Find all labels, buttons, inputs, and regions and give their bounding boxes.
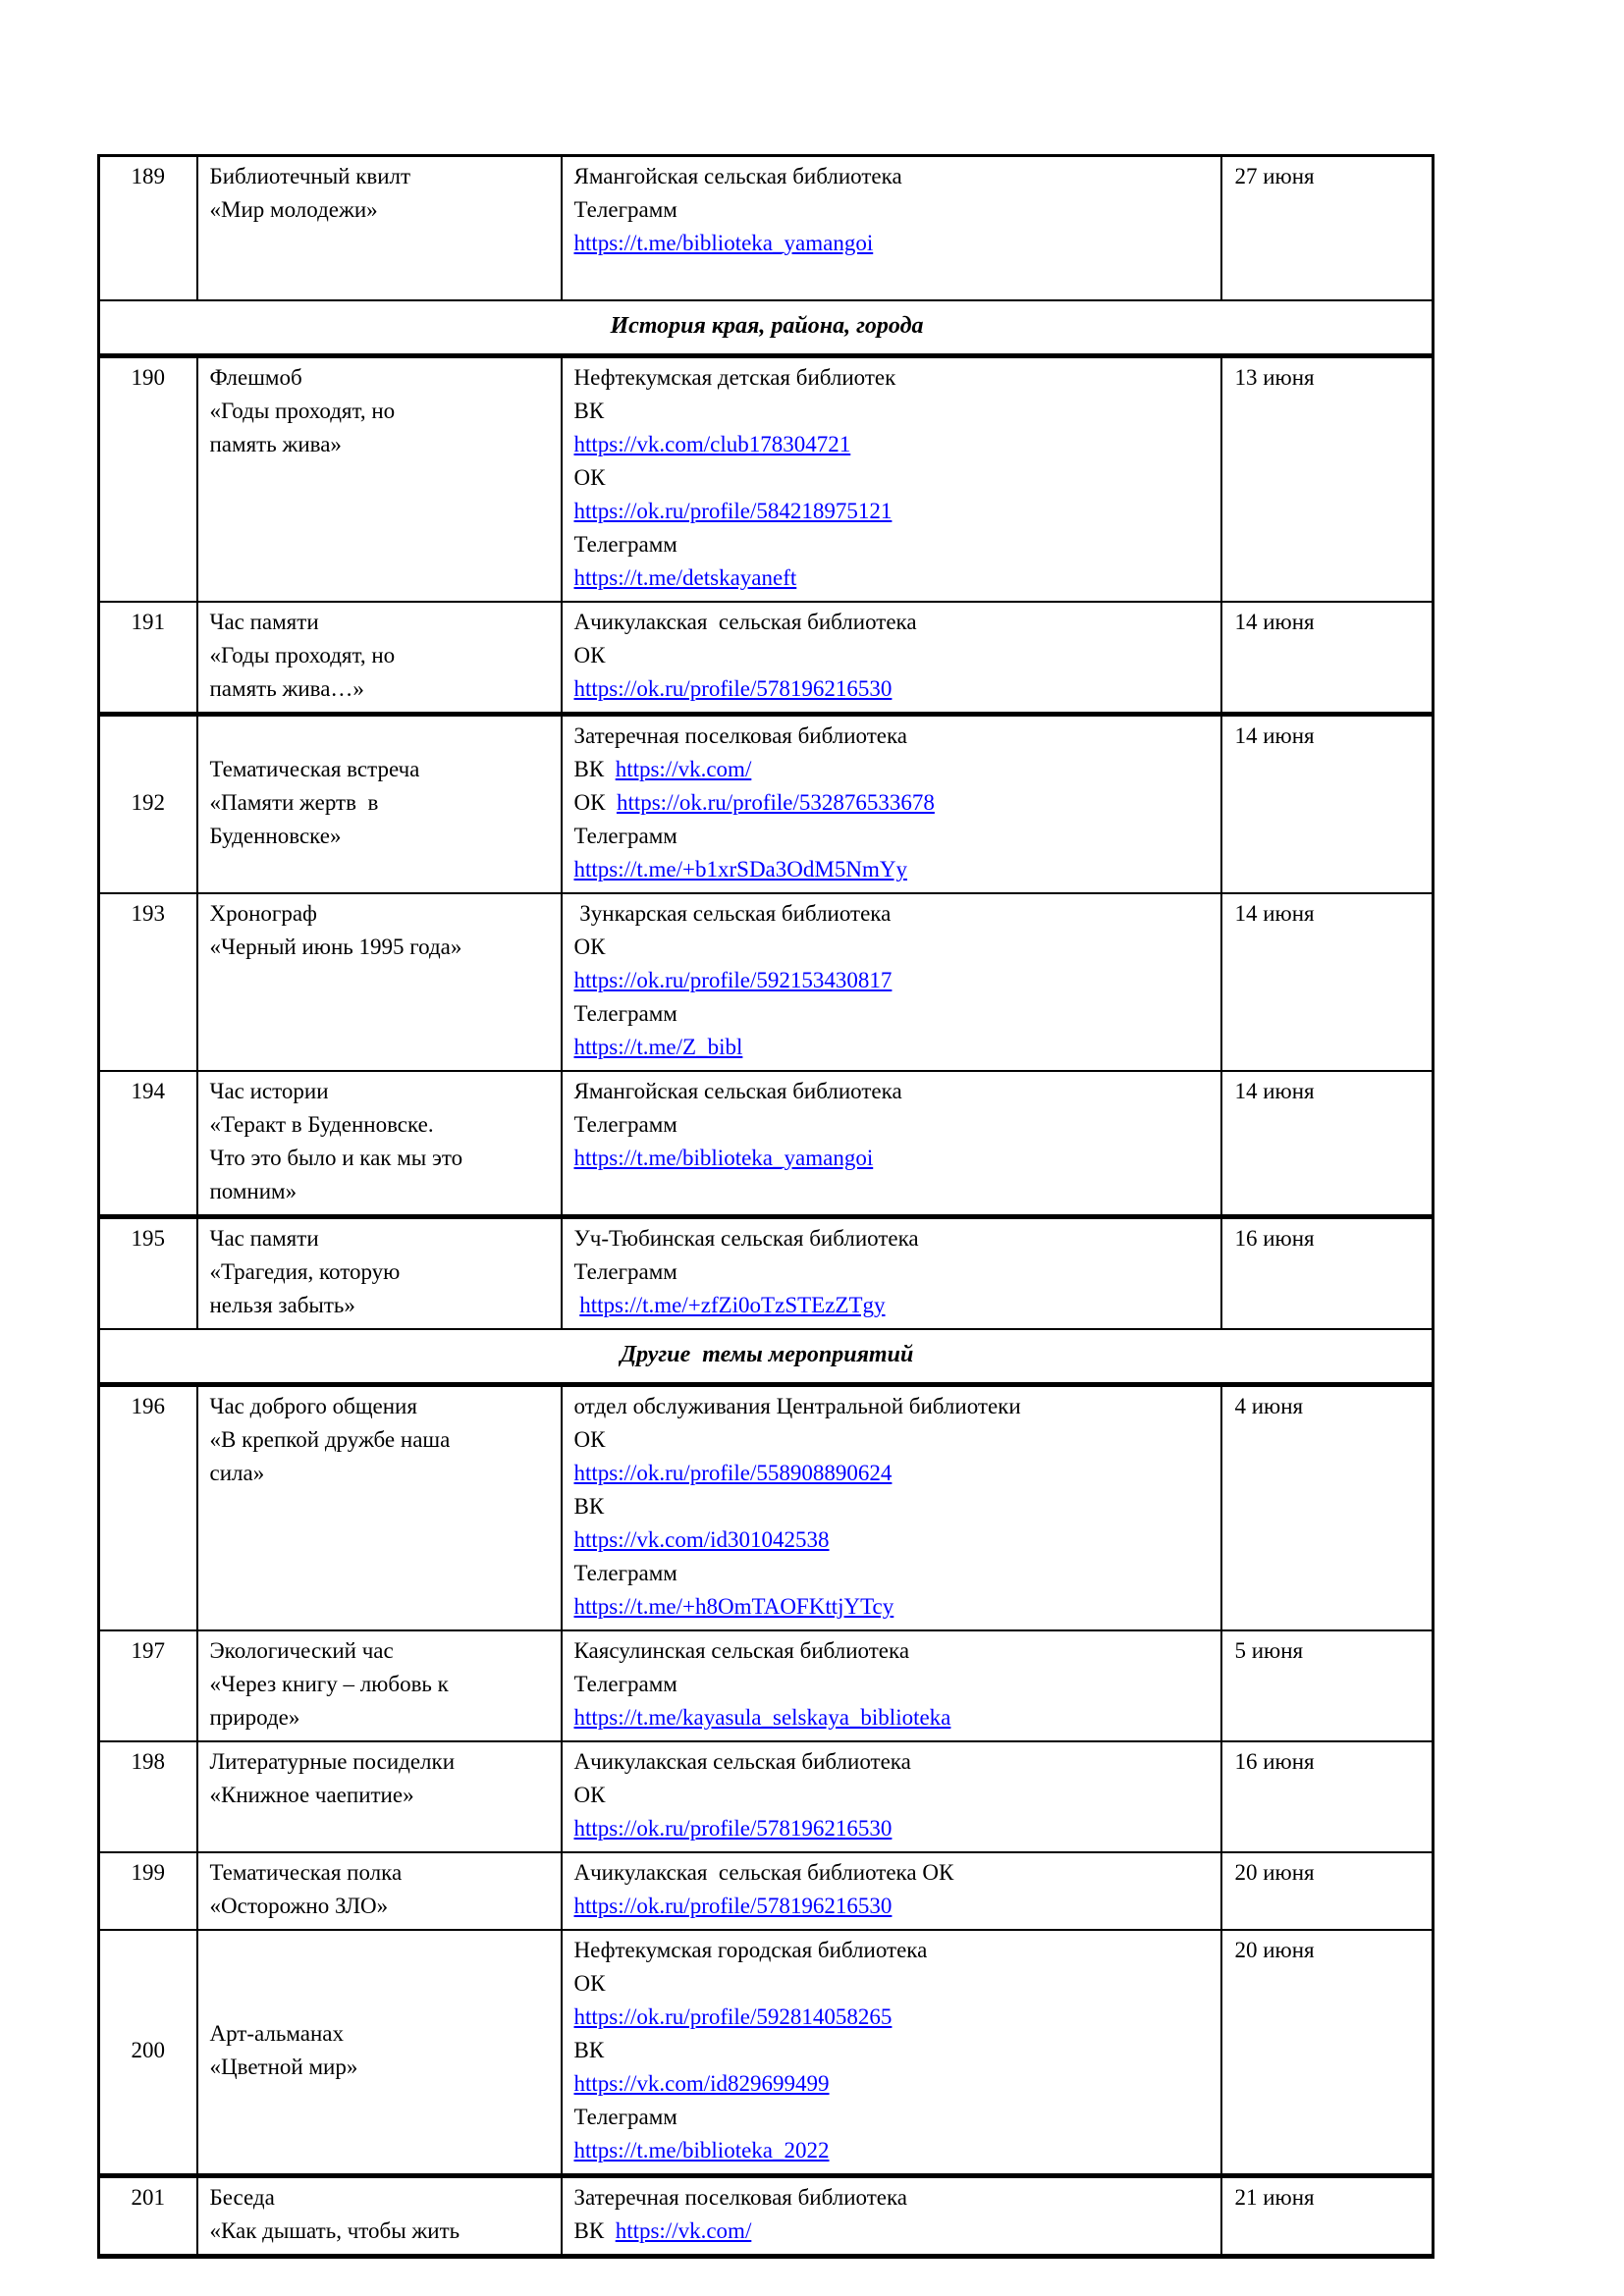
social-link-line [574,561,1211,595]
event-title-line: «Годы проходят, но [209,643,396,667]
social-link-line [574,1289,1211,1322]
social-link[interactable]: https://t.me/+b1xrSDa3OdM5NmYy [573,857,907,881]
event-title-line: Час памяти [209,1226,319,1251]
event-date: 16 июня [1221,1741,1434,1852]
event-title-cell [197,2176,562,2257]
row-number: 199 [99,1852,197,1930]
event-title-line: Хронограф [209,901,317,926]
event-title-line: «Через книгу – любовь к [209,1672,449,1696]
section-header-label: История края, района, города [99,300,1434,356]
link-prefix-label: ВК [573,757,616,781]
event-title-line: Час доброго общения [209,1394,417,1418]
library-text-line: Каясулинская сельская библиотека [573,1638,910,1663]
social-link[interactable]: https://vk.com/ [615,2218,752,2243]
table-row [99,1741,1434,1852]
event-title-cell [197,893,562,1071]
library-text-line: Нефтекумская городская библиотека [573,1938,928,1962]
row-number: 194 [99,1071,197,1217]
event-title-line: «Мир молодежи» [209,197,378,222]
event-title-line: Литературные посиделки [209,1749,456,1774]
social-link-line [574,964,1211,997]
social-link[interactable]: https://vk.com/ [615,757,752,781]
library-text-line: отдел обслуживания Центральной библиотеки [573,1394,1021,1418]
table-row [99,1630,1434,1741]
social-link-line [574,1812,1211,1845]
link-prefix-label: ВК [573,2218,616,2243]
table-row [99,1852,1434,1930]
library-text-line: ОК [573,1427,606,1452]
library-links-cell [562,1071,1221,1217]
social-link[interactable]: https://ok.ru/profile/578196216530 [573,1816,893,1841]
event-date: 20 июня [1221,1852,1434,1930]
row-number: 198 [99,1741,197,1852]
social-link-line [574,2215,1211,2248]
library-text-line: Ачикулакская сельская библиотека ОК [573,1860,954,1885]
social-link[interactable]: https://ok.ru/profile/584218975121 [573,499,893,523]
section-header-row [99,1329,1434,1385]
row-number: 200 [99,1930,197,2176]
social-link[interactable]: https://ok.ru/profile/592153430817 [573,968,893,992]
table-row [99,156,1434,301]
event-title-line: «Черный июнь 1995 года» [209,934,462,959]
social-link[interactable]: https://ok.ru/profile/592814058265 [573,2004,893,2029]
library-text-line: Ямангойская сельская библиотека [573,1079,902,1103]
table-row [99,1217,1434,1330]
event-date: 14 июня [1221,602,1434,715]
social-link[interactable]: https://t.me/Z_bibl [573,1035,743,1059]
event-title-line: Беседа [209,2185,275,2210]
event-title-line: нельзя забыть» [209,1293,355,1317]
event-title-cell [197,1852,562,1930]
library-text-line: Зункарская сельская библиотека [573,901,892,926]
library-links-cell [562,1217,1221,1330]
library-links-cell [562,1630,1221,1741]
event-title-line: «В крепкой дружбе наша [209,1427,451,1452]
library-text-line: ОК [573,934,606,959]
event-title-line: «Трагедия, которую [209,1259,401,1284]
event-title-cell [197,1630,562,1741]
library-links-cell [562,1930,1221,2176]
library-text-line: Телеграмм [573,1672,677,1696]
social-link-line [574,2067,1211,2101]
social-link[interactable]: https://vk.com/id301042538 [573,1527,830,1552]
row-number: 192 [99,715,197,894]
library-text-line: ОК [573,465,606,490]
social-link-line [574,1590,1211,1624]
table-row [99,1930,1434,2176]
event-title-cell [197,715,562,894]
event-title-line: природе» [209,1705,300,1730]
library-links-cell [562,2176,1221,2257]
library-links-cell [562,356,1221,603]
social-link[interactable]: https://vk.com/club178304721 [573,432,851,456]
library-links-cell [562,715,1221,894]
social-link-line [574,1142,1211,1175]
event-title-cell [197,356,562,603]
event-title-cell [197,602,562,715]
library-text-line: Телеграмм [573,532,677,557]
table-row [99,1385,1434,1631]
social-link[interactable]: https://t.me/+h8OmTAOFKttjYTcy [573,1594,894,1619]
link-prefix-label: ОК [573,790,617,815]
events-table-body [99,156,1434,2257]
library-text-line: ОК [573,1971,606,1996]
library-text-line: Телеграмм [573,1259,677,1284]
event-date: 14 июня [1221,893,1434,1071]
library-text-line: Ямангойская сельская библиотека [573,164,902,188]
section-header-label: Другие темы мероприятий [99,1329,1434,1385]
event-title-line: Флешмоб [209,365,302,390]
library-text-line: ВК [573,1494,605,1519]
table-row [99,715,1434,894]
library-links-cell [562,602,1221,715]
event-title-line: Экологический час [209,1638,394,1663]
event-title-line: Тематическая встреча [209,757,420,781]
library-text-line: Телеграмм [573,1001,677,1026]
social-link-line [574,2134,1211,2167]
event-title-line: Что это было и как мы это [209,1146,463,1170]
event-title-line: «Осторожно ЗЛО» [209,1894,389,1918]
row-number: 191 [99,602,197,715]
event-title-line: сила» [209,1461,265,1485]
library-text-line: Телеграмм [573,2105,677,2129]
row-number: 197 [99,1630,197,1741]
event-date: 14 июня [1221,1071,1434,1217]
library-text-line: Телеграмм [573,824,677,848]
library-text-line: Ачикулакская сельская библиотека [573,1749,911,1774]
library-text-line: ОК [573,1783,606,1807]
event-title-cell [197,1385,562,1631]
social-link-line [574,428,1211,461]
section-header-row [99,300,1434,356]
social-link-line [574,227,1211,260]
row-number: 193 [99,893,197,1071]
social-link-line [574,853,1211,886]
library-links-cell [562,1852,1221,1930]
event-title-cell [197,1741,562,1852]
library-text-line: ВК [573,399,605,423]
social-link[interactable]: https://t.me/biblioteka_yamangoi [573,1146,874,1170]
library-text-line: Затеречная поселковая библиотека [573,723,908,748]
table-row [99,602,1434,715]
table-row [99,893,1434,1071]
event-date: 27 июня [1221,156,1434,301]
event-title-line: «Как дышать, чтобы жить [209,2218,460,2243]
row-number: 190 [99,356,197,603]
event-title-line: помним» [209,1179,298,1203]
library-text-line: ОК [573,643,606,667]
table-row [99,2176,1434,2257]
library-text-line: Уч-Тюбинская сельская библиотека [573,1226,919,1251]
library-text-line: Телеграмм [573,1561,677,1585]
row-number: 201 [99,2176,197,2257]
social-link-line [574,753,1211,786]
event-date: 13 июня [1221,356,1434,603]
event-title-line: Арт-альманах [209,2021,345,2046]
social-link-line [574,786,1211,820]
social-link[interactable]: https://t.me/biblioteka_yamangoi [573,231,874,255]
event-title-line: память жива…» [209,676,364,701]
event-title-line: Час памяти [209,610,319,634]
social-link[interactable]: https://t.me/detskayaneft [573,565,797,590]
library-links-cell [562,156,1221,301]
event-title-line: Буденновске» [209,824,342,848]
library-links-cell [562,893,1221,1071]
row-number: 189 [99,156,197,301]
social-link-line [574,1523,1211,1557]
event-title-line: «Книжное чаепитие» [209,1783,414,1807]
library-links-cell [562,1385,1221,1631]
social-link-line [574,672,1211,706]
event-title-cell [197,1930,562,2176]
event-title-line: память жива» [209,432,342,456]
social-link-line [574,2001,1211,2034]
social-link[interactable]: https://vk.com/id829699499 [573,2071,830,2096]
events-table [97,154,1435,2259]
social-link[interactable]: https://ok.ru/profile/558908890624 [573,1461,893,1485]
library-text-line: Телеграмм [573,1112,677,1137]
event-title-line: Библиотечный квилт [209,164,411,188]
social-link[interactable]: https://t.me/biblioteka_2022 [573,2138,830,2163]
library-text-line: ВК [573,2038,605,2062]
event-title-cell [197,1217,562,1330]
social-link-line [574,1701,1211,1735]
event-title-line: «Цветной мир» [209,2055,358,2079]
library-text-line: Телеграмм [573,197,677,222]
library-text-line: Нефтекумская детская библиотек [573,365,896,390]
social-link[interactable]: https://ok.ru/profile/578196216530 [573,1894,893,1918]
event-date: 20 июня [1221,1930,1434,2176]
table-row [99,1071,1434,1217]
event-date: 5 июня [1221,1630,1434,1741]
event-title-line: «Годы проходят, но [209,399,396,423]
event-title-cell [197,156,562,301]
event-title-line: «Теракт в Буденновске. [209,1112,434,1137]
social-link[interactable]: https://ok.ru/profile/578196216530 [573,676,893,701]
social-link-line [574,495,1211,528]
event-date: 4 июня [1221,1385,1434,1631]
social-link-line [574,1457,1211,1490]
library-links-cell [562,1741,1221,1852]
social-link[interactable]: https://t.me/+zfZi0oTzSTEzZTgy [579,1293,886,1317]
social-link-line [574,1031,1211,1064]
social-link[interactable]: https://ok.ru/profile/532876533678 [616,790,935,815]
library-text-line [574,260,1211,294]
row-number: 195 [99,1217,197,1330]
row-number: 196 [99,1385,197,1631]
library-text-line: Затеречная поселковая библиотека [573,2185,908,2210]
table-row [99,356,1434,603]
event-title-line: Час истории [209,1079,329,1103]
event-title-cell [197,1071,562,1217]
event-title-line: «Памяти жертв в [209,790,379,815]
event-date: 14 июня [1221,715,1434,894]
event-date: 16 июня [1221,1217,1434,1330]
social-link-line [574,1890,1211,1923]
event-date: 21 июня [1221,2176,1434,2257]
library-text-line: Ачикулакская сельская библиотека [573,610,917,634]
social-link[interactable]: https://t.me/kayasula_selskaya_biblioteka [573,1705,951,1730]
event-title-line: Тематическая полка [209,1860,403,1885]
